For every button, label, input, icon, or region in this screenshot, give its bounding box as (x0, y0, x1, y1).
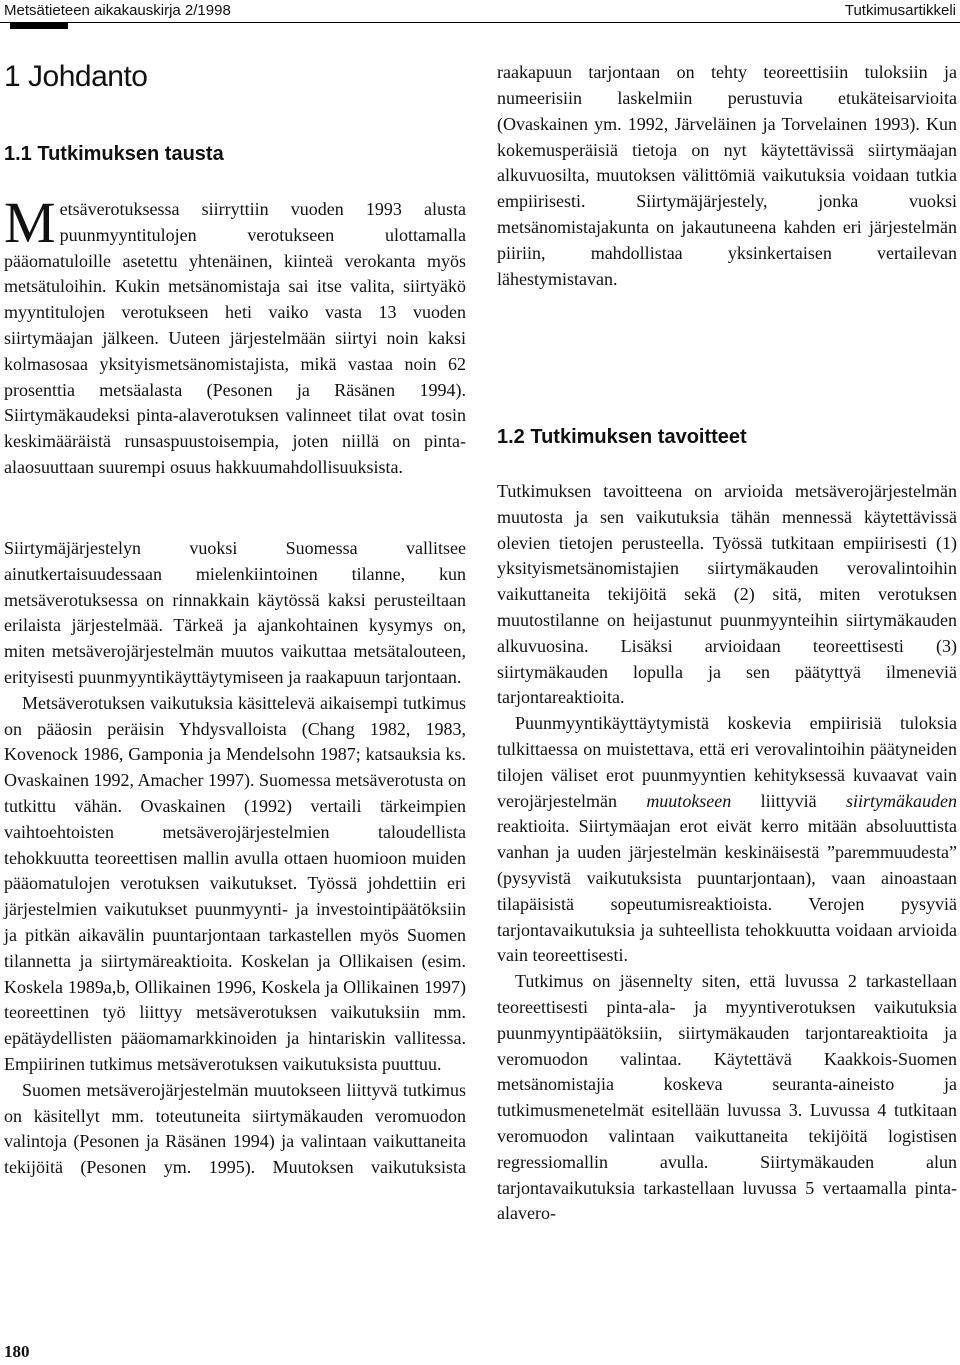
section-heading-1-2: 1.2 Tutkimuksen tavoitteet (497, 426, 747, 448)
section-1-1-continued (497, 60, 957, 370)
header-rule (0, 22, 960, 23)
p2-text-b: liittyviä (731, 790, 847, 811)
header-accent-block (10, 23, 68, 29)
section-1-1-body (4, 536, 466, 1181)
page-number: 180 (4, 1342, 30, 1361)
objectives-paragraph-1: Tutkimuksen tavoitteena on arvioida metsäverojärjestelmän muutosta ja sen vaikutuksia tähän mennessä käytettävissä olevien tietojen perusteella. Työssä tutkitaan empiirisesti (1) yksityismetsänomistajien siirtymäkauden verovalintoihin vaikuttaneita tekijöitä sekä (2) sitä, miten verotuksen muutostilanne on heijastunut puunmyynteihin siirtymäkauden alkuvuosina. Lisäksi arvioidaan teoreettisesti (3) siirtymäkauden lopulla ja sen päätyttyä ilmeneviä tarjontareaktioita. (497, 481, 957, 708)
paragraph-4: Suomen metsäverojärjestelmän muutokseen liittyvä tutkimus on käsitellyt mm. toteutuneita siirtymäkauden veromuodon valintoja (Pesonen ja Räsänen 1994) ja valintaan vaikuttaneita tekijöitä (Pesonen ym. 1995). Muutoksen vaikutuksista (4, 1079, 466, 1178)
article-type: Tutkimusartikkeli (844, 2, 956, 19)
journal-title: Metsätieteen aikakauskirja 2/1998 (4, 2, 231, 19)
section-1-1-intro (4, 190, 466, 481)
paragraph-4-overflow: raakapuun tarjontaan on tehty teoreettisiin tuloksiin ja numeerisiin laskelmiin perustuvia etukäteisarvioita (Ovaskainen ym. 1992, Järveläinen ja Torvelainen 1993). Kun kokemusperäisiä tietoja on nyt käytettävissä siirtymäajan alkuvuosilta, muutoksen välittömiä vaikutuksia voidaan tutkia empiirisesti. Siirtymäjärjestely, jonka vuoksi metsänomistajakunta on jakautuneena kahden eri järjestelmän piiriin, mahdollistaa yksinkertaisen vertailevan lähestymistavan. (497, 62, 957, 289)
paragraph-3: Metsäverotuksen vaikutuksia käsittelevä aikaisempi tutkimus on pääosin peräisin Yhdysvalloista (Chang 1982, 1983, Kovenock 1986, Gamponia ja Mendelsohn 1987; katsauksia ks. Ovaskainen 1992, Amacher 1997). Suomessa metsäverotusta on tutkittu vähän. Ovaskainen (1992) vertaili tärkeimpien vaihtoehtoisten metsäverojärjestelmien taloudellista tehokkuutta teoreettisen mallin avulla ottaen huomioon muiden pääomatulojen verotuksen vaikutukset. Työssä johdettiin eri järjestelmien vaikutukset puunmyynti- ja investointipäätöksiin ja pitkän aikavälin puuntarjontaan tarkastellen myös Suomen tilannetta ja siirtymäreaktioita. Koskelan ja Ollikaisen (esim. Koskela 1989a,b, Ollikainen 1996, Koskela ja Ollikainen 1997) teoreettinen työ liittyy metsäverotuksen vaikutuksiin mm. epätäydellisten pääomamarkkinoiden ja hintariskin vallitessa. Empiirinen tutkimus metsäverotuksen vaikutuksista puuttuu. (4, 692, 466, 1074)
paragraph-2: Siirtymäjärjestelyn vuoksi Suomessa vallitsee ainutkertaisuudessaan mielenkiintoinen tilanne, kun metsäverotuksessa on rinnakkain käytössä kaksi perusteiltaan erilaista järjestelmää. Tärkeä ja ajankohtainen kysymys on, miten metsäverojärjestelmän muutos vaikuttaa metsätalouteen, erityisesti puunmyyntikäyttäytymiseen ja raakapuun tarjontaan. (4, 538, 466, 687)
p2-text-a: Puunmyyntikäyttäytymistä koskevia empiirisiä tuloksia tulkittaessa on muistettava, että eri verovalintoihin päätyneiden tilojen väliset erot puunmyyntien kehityksessä kuvaavat vain verojärjestelmän (497, 713, 957, 811)
drop-cap: M (4, 190, 56, 255)
p2-text-c: reaktioita. Siirtymäajan erot eivät kerro mitään absoluuttista vanhan ja uuden järjestelmän keskinäisestä ”paremmuudesta” (pysyvistä vaikutuksista puuntarjontaan), vaan ainoastaan tilapäisistä sopeutumisreaktioista. Verojen pysyviä tarjontavaikutuksia ja suhteellista tehokkuutta voidaan arvioida vain teoreettisesti. (497, 816, 957, 966)
objectives-paragraph-2 (497, 711, 957, 969)
paragraph-4-continued (497, 60, 957, 370)
paragraph-1-text: etsäverotuksessa siirryttiin vuoden 1993 alusta puunmyyntitulojen verotukseen ulottamalla pääomatuloille asetettu yhtenäinen, kiinteä verokanta myös metsätuloihin. Kukin metsänomistaja sai itse valita, siirtyäkö myyntitulojen verotukseen heti vaiko vasta 13 vuoden siirtymäajan jälkeen. Uuteen järjestelmään siirtyi noin kaksi kolmasosaa yksityismetsänomistajista, mikä vastaa noin 62 prosenttia metsäalasta (Pesonen ja Räsänen 1994). Siirtymäkaudeksi pinta-alaverotuksen valinneet tilat ovat tosin keskimääräistä runsaspuustoisempia, joten niillä on pinta-alaosuuttaan suurempi osuus hakkuumahdollisuuksista. (4, 199, 466, 477)
p2-emphasis-2: siirtymäkauden (846, 790, 957, 811)
paragraph-1 (4, 190, 466, 481)
p2-emphasis-1: muutokseen (646, 790, 732, 811)
running-header (0, 0, 960, 34)
section-1-2-body (497, 479, 957, 1227)
section-heading-1-1: 1.1 Tutkimuksen tausta (4, 143, 224, 165)
chapter-title: 1 Johdanto (4, 60, 148, 93)
objectives-paragraph-3: Tutkimus on jäsennelty siten, että luvussa 2 tarkastellaan teoreettisesti pinta-ala- ja myyntiverotuksen vaikutuksia puunmyyntipäätöksiin, siirtymäkauden tarjontareaktioita ja veromuodon valintaa. Käytettävä Kaakkois-Suomen metsänomistajia koskeva seuranta-aineisto ja tutkimusmenetelmät esitellään luvussa 3. Luvussa 4 tutkitaan veromuodon valintaan vaikuttaneita tekijöitä logistisen regressiomallin avulla. Siirtymäkauden alun tarjontavaikutuksia tarkastellaan luvussa 5 vertaamalla pinta-alavero- (497, 971, 957, 1224)
